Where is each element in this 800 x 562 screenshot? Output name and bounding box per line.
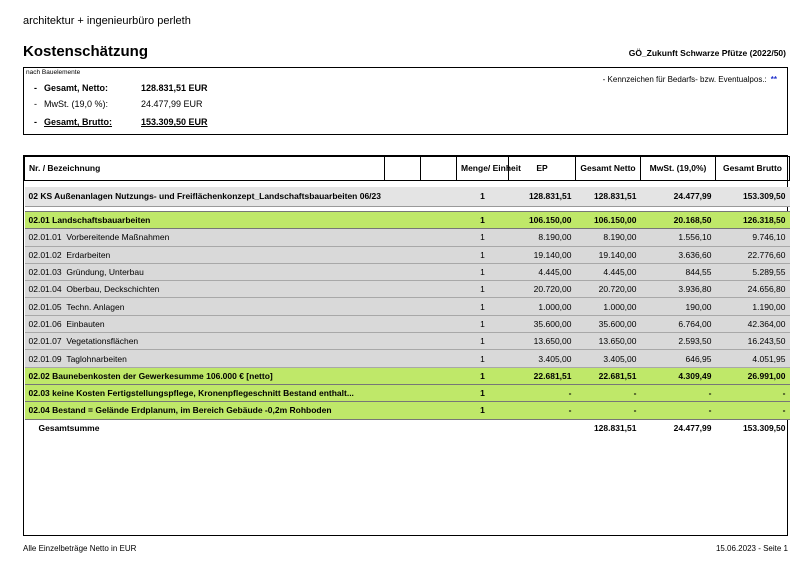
table-row bbox=[25, 246, 790, 263]
subgroup-mwst: 4.309,49 bbox=[641, 367, 716, 384]
summary-net-label: Gesamt, Netto: bbox=[44, 83, 109, 93]
subgroup-ep: 22.681,51 bbox=[509, 367, 576, 384]
cost-table bbox=[24, 156, 790, 437]
summary-gross-row bbox=[34, 117, 208, 131]
item-name: Techn. Anlagen bbox=[66, 301, 125, 312]
item-mwst: 190,00 bbox=[641, 298, 716, 315]
subgroup-row bbox=[25, 402, 790, 419]
item-netto: 8.190,00 bbox=[576, 229, 641, 246]
table-row bbox=[25, 298, 790, 315]
item-ep: 13.650,00 bbox=[509, 333, 576, 350]
item-mwst: 2.593,50 bbox=[641, 333, 716, 350]
header-ep: EP bbox=[509, 157, 576, 181]
item-brutto: 5.289,55 bbox=[716, 263, 790, 280]
eventual-position-note bbox=[603, 75, 777, 84]
summary-gross-label: Gesamt, Brutto: bbox=[44, 117, 113, 127]
item-brutto: 22.776,60 bbox=[716, 246, 790, 263]
header-empty-2 bbox=[421, 157, 457, 181]
item-name: Gründung, Unterbau bbox=[66, 267, 144, 278]
group-brutto: 153.309,50 bbox=[716, 187, 790, 207]
header-name: Nr. / Bezeichnung bbox=[25, 157, 385, 181]
subgroup-row bbox=[25, 384, 790, 401]
item-ep: 20.720,00 bbox=[509, 281, 576, 298]
item-menge: 1 bbox=[457, 315, 509, 332]
subgroup-mwst: - bbox=[641, 384, 716, 401]
item-name: Oberbau, Deckschichten bbox=[66, 284, 160, 295]
table-row bbox=[25, 263, 790, 280]
item-number: 02.01.04 bbox=[28, 284, 62, 295]
subgroup-menge: 1 bbox=[457, 402, 509, 419]
subgroup-ep: - bbox=[509, 384, 576, 401]
header-empty-1 bbox=[385, 157, 421, 181]
item-label bbox=[25, 315, 457, 332]
item-brutto: 16.243,50 bbox=[716, 333, 790, 350]
item-mwst: 3.636,60 bbox=[641, 246, 716, 263]
item-netto: 19.140,00 bbox=[576, 246, 641, 263]
table-row bbox=[25, 333, 790, 350]
item-mwst: 646,95 bbox=[641, 350, 716, 367]
item-name: Einbauten bbox=[66, 318, 105, 329]
table-row bbox=[25, 229, 790, 246]
item-mwst: 844,55 bbox=[641, 263, 716, 280]
table-row bbox=[25, 315, 790, 332]
subgroup-netto: - bbox=[576, 384, 641, 401]
total-brutto: 153.309,50 bbox=[742, 423, 786, 434]
summary-vat-value: 24.477,99 EUR bbox=[141, 99, 203, 109]
group-mwst: 24.477,99 bbox=[641, 187, 716, 207]
subgroup-row bbox=[25, 367, 790, 384]
header-netto: Gesamt Netto bbox=[576, 157, 641, 181]
subgroup-menge: 1 bbox=[457, 212, 509, 229]
item-label bbox=[25, 246, 457, 263]
item-label bbox=[25, 263, 457, 280]
item-label bbox=[25, 333, 457, 350]
item-netto: 1.000,00 bbox=[576, 298, 641, 315]
group-menge: 1 bbox=[457, 187, 509, 207]
item-mwst: 1.556,10 bbox=[641, 229, 716, 246]
item-label bbox=[25, 350, 457, 367]
table-row bbox=[25, 350, 790, 367]
item-name: Vorbereitende Maßnahmen bbox=[66, 232, 170, 243]
summary-box bbox=[23, 67, 788, 135]
total-ep bbox=[509, 419, 576, 437]
note-marker: ** bbox=[770, 75, 777, 84]
item-number: 02.01.03 bbox=[28, 267, 62, 278]
item-menge: 1 bbox=[457, 298, 509, 315]
item-netto: 35.600,00 bbox=[576, 315, 641, 332]
item-number: 02.01.05 bbox=[28, 301, 62, 312]
summary-gross-value: 153.309,50 EUR bbox=[141, 117, 208, 127]
cost-table-frame bbox=[23, 155, 788, 536]
summary-caption: nach Bauelemente bbox=[26, 69, 81, 76]
subgroup-ep: 106.150,00 bbox=[509, 212, 576, 229]
subgroup-brutto: - bbox=[716, 402, 790, 419]
item-netto: 13.650,00 bbox=[576, 333, 641, 350]
subgroup-netto: 22.681,51 bbox=[576, 367, 641, 384]
note-text: - Kennzeichen für Bedarfs- bzw. Eventualpos.: bbox=[602, 75, 767, 84]
subgroup-menge: 1 bbox=[457, 384, 509, 401]
table-header-row bbox=[25, 157, 790, 181]
item-mwst: 6.764,00 bbox=[641, 315, 716, 332]
total-mwst: 24.477,99 bbox=[673, 423, 712, 434]
total-label: Gesamtsumme bbox=[38, 423, 100, 434]
project-name: GÖ_Zukunft Schwarze Pfütze (2022/50) bbox=[628, 48, 786, 58]
item-netto: 4.445,00 bbox=[576, 263, 641, 280]
total-row bbox=[25, 419, 790, 437]
item-ep: 1.000,00 bbox=[509, 298, 576, 315]
item-menge: 1 bbox=[457, 263, 509, 280]
subgroup-row bbox=[25, 212, 790, 229]
summary-net-row bbox=[34, 83, 208, 97]
item-number: 02.01.01 bbox=[28, 232, 62, 243]
item-brutto: 9.746,10 bbox=[716, 229, 790, 246]
total-menge bbox=[457, 419, 509, 437]
item-name: Vegetationsflächen bbox=[66, 336, 139, 347]
header-brutto: Gesamt Brutto bbox=[716, 157, 790, 181]
summary-dash: - bbox=[34, 99, 37, 109]
item-brutto: 1.190,00 bbox=[716, 298, 790, 315]
item-netto: 3.405,00 bbox=[576, 350, 641, 367]
summary-vat-label: MwSt. (19,0 %): bbox=[44, 99, 109, 109]
subgroup-brutto: - bbox=[716, 384, 790, 401]
subgroup-name: 02.04 Bestand = Gelände Erdplanum, im Bereich Gebäude -0,2m Rohboden bbox=[25, 402, 457, 419]
table-row bbox=[25, 281, 790, 298]
subgroup-brutto: 26.991,00 bbox=[716, 367, 790, 384]
subgroup-name: 02.03 keine Kosten Fertigstellungspflege, Kronenpflegeschnitt Bestand enthalt... bbox=[25, 384, 457, 401]
item-name: Erdarbeiten bbox=[66, 249, 111, 260]
header-menge: Menge/ Einheit bbox=[457, 157, 509, 181]
summary-dash: - bbox=[34, 83, 37, 93]
subgroup-menge: 1 bbox=[457, 367, 509, 384]
summary-net-value: 128.831,51 EUR bbox=[141, 83, 208, 93]
item-number: 02.01.02 bbox=[28, 249, 62, 260]
item-name: Taglohnarbeiten bbox=[66, 353, 127, 364]
item-number: 02.01.07 bbox=[28, 336, 62, 347]
subgroup-ep: - bbox=[509, 402, 576, 419]
item-menge: 1 bbox=[457, 333, 509, 350]
group-row bbox=[25, 187, 790, 207]
item-number: 02.01.06 bbox=[28, 318, 62, 329]
item-brutto: 42.364,00 bbox=[716, 315, 790, 332]
group-netto: 128.831,51 bbox=[576, 187, 641, 207]
subgroup-mwst: 20.168,50 bbox=[641, 212, 716, 229]
subgroup-name: 02.01 Landschaftsbauarbeiten bbox=[25, 212, 457, 229]
item-ep: 8.190,00 bbox=[509, 229, 576, 246]
subgroup-name: 02.02 Baunebenkosten der Gewerkesumme 106.000 € [netto] bbox=[25, 367, 457, 384]
subgroup-mwst: - bbox=[641, 402, 716, 419]
summary-vat-row bbox=[34, 99, 203, 113]
item-mwst: 3.936,80 bbox=[641, 281, 716, 298]
group-ep: 128.831,51 bbox=[509, 187, 576, 207]
item-menge: 1 bbox=[457, 281, 509, 298]
total-netto: 128.831,51 bbox=[593, 423, 637, 434]
item-number: 02.01.09 bbox=[28, 353, 62, 364]
item-label bbox=[25, 281, 457, 298]
item-ep: 3.405,00 bbox=[509, 350, 576, 367]
item-brutto: 4.051,95 bbox=[716, 350, 790, 367]
item-ep: 35.600,00 bbox=[509, 315, 576, 332]
footer-date-page: 15.06.2023 - Seite 1 bbox=[715, 544, 788, 553]
item-ep: 4.445,00 bbox=[509, 263, 576, 280]
item-menge: 1 bbox=[457, 246, 509, 263]
summary-dash: - bbox=[34, 117, 37, 127]
item-ep: 19.140,00 bbox=[509, 246, 576, 263]
item-netto: 20.720,00 bbox=[576, 281, 641, 298]
header-mwst: MwSt. (19,0%) bbox=[641, 157, 716, 181]
subgroup-brutto: 126.318,50 bbox=[716, 212, 790, 229]
item-label bbox=[25, 298, 457, 315]
footer-note: Alle Einzelbeträge Netto in EUR bbox=[23, 544, 137, 553]
item-menge: 1 bbox=[457, 350, 509, 367]
subgroup-netto: 106.150,00 bbox=[576, 212, 641, 229]
document-title: Kostenschätzung bbox=[23, 43, 149, 60]
item-label bbox=[25, 229, 457, 246]
item-brutto: 24.656,80 bbox=[716, 281, 790, 298]
group-name: 02 KS Außenanlagen Nutzungs- und Freiflächenkonzept_Landschaftsbauarbeiten 06/23 bbox=[25, 187, 457, 207]
item-menge: 1 bbox=[457, 229, 509, 246]
firm-name: architektur + ingenieurbüro perleth bbox=[23, 15, 191, 27]
subgroup-netto: - bbox=[576, 402, 641, 419]
